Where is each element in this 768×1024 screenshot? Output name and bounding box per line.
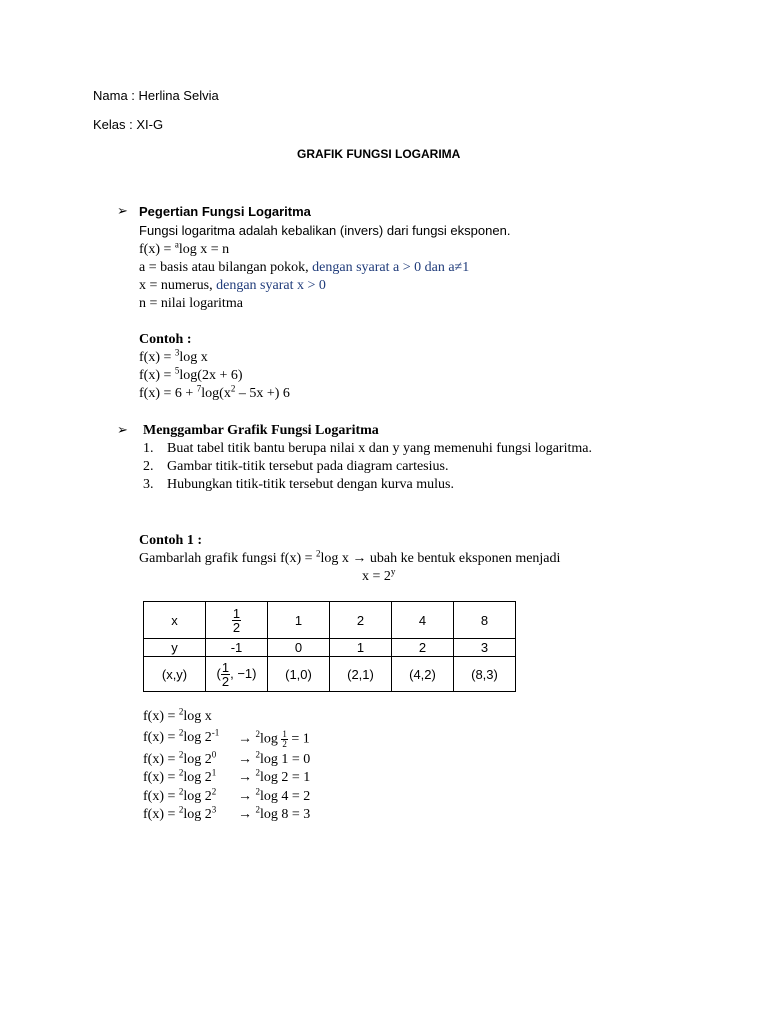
- arrow-right-icon: →: [238, 752, 252, 767]
- table-cell: -1: [206, 639, 268, 657]
- example-line-2: f(x) = $^5$log(2x + 6): [139, 365, 243, 383]
- page-title: GRAFIK FUNGSI LOGARIMA: [297, 147, 461, 161]
- student-class: Kelas : XI-G: [93, 117, 164, 132]
- table-cell: (4,2): [392, 657, 454, 692]
- calc-line: f(x) = $^2$log $2^1$ → $^2$log 2 = 1: [143, 767, 311, 785]
- points-table: [143, 601, 516, 692]
- calc-line: f(x) = $^2$log x: [143, 706, 212, 724]
- table-cell: y: [144, 639, 206, 657]
- arrow-right-icon: →: [238, 789, 252, 804]
- table-row-x: [144, 602, 516, 639]
- numerus-definition: x = numerus, dengan syarat x > 0: [139, 278, 326, 293]
- table-cell: 1: [268, 602, 330, 639]
- example-line-3: $f(x) = 6 + ^7\log(x^2 - 5x$ +) 6: [139, 383, 290, 401]
- student-name: Nama : Herlina Selvia: [93, 88, 219, 103]
- table-cell: 8: [454, 602, 516, 639]
- definition-text: Fungsi logaritma adalah kebalikan (invers) dari fungsi eksponen.: [139, 223, 511, 238]
- exponent-form: $x = 2^y$: [362, 566, 396, 584]
- step-item: 2. Gambar titik-titik tersebut pada diagram cartesius.: [143, 459, 449, 474]
- table-row-xy: [144, 657, 516, 692]
- section-heading-definition: Pegertian Fungsi Logaritma: [139, 204, 311, 219]
- table-cell: 4: [392, 602, 454, 639]
- arrow-bullet-icon: ➢: [117, 423, 128, 438]
- table-cell: [206, 602, 268, 639]
- result-definition: n = nilai logaritma: [139, 296, 243, 311]
- example-label: Contoh :: [139, 332, 192, 347]
- step-item: 1. Buat tabel titik bantu berupa nilai x dan y yang memenuhi fungsi logaritma.: [143, 441, 592, 456]
- table-cell: 2: [392, 639, 454, 657]
- table-cell: 2: [330, 602, 392, 639]
- calc-line: f(x) = $^2$log $2^2$ → $^2$log 4 = 2: [143, 786, 311, 804]
- fraction-half: $\frac{1}{2}$: [282, 729, 287, 749]
- calc-line: f(x) = $^2$log $2^0$ → $^2$log 1 = 0: [143, 749, 311, 767]
- numerus-condition: dengan syarat x > 0: [212, 278, 326, 293]
- step-item: 3. Hubungkan titik-titik tersebut dengan kurva mulus.: [143, 477, 454, 492]
- table-cell: 3: [454, 639, 516, 657]
- arrow-right-icon: →: [238, 807, 252, 822]
- table-row-y: [144, 639, 516, 657]
- table-cell: 0: [268, 639, 330, 657]
- arrow-bullet-icon: ➢: [117, 204, 128, 219]
- table-cell: (8,3): [454, 657, 516, 692]
- arrow-right-icon: →: [238, 731, 252, 747]
- fraction-half: $\frac{1}{2}$: [232, 605, 241, 635]
- section-heading-drawing: Menggambar Grafik Fungsi Logaritma: [143, 423, 379, 438]
- example-line-1: f(x) = $^3$log x: [139, 347, 208, 365]
- table-cell: (x,y): [144, 657, 206, 692]
- table-cell: x: [144, 602, 206, 639]
- calc-line: f(x) = $^2$log $2^3$ → $^2$log 8 = 3: [143, 804, 311, 822]
- calc-line: f(x) = $^2$log $2^{-1}$ → $^2$log $\frac{1}{2}$ = 1: [143, 727, 310, 749]
- example1-instruction: Gambarlah grafik fungsi f(x) = $^2$log x → ubah ke bentuk eksponen menjadi: [139, 548, 561, 566]
- example1-label: Contoh 1 :: [139, 533, 203, 548]
- table-cell: ( $\frac{1}{2}$ , −1): [206, 657, 268, 692]
- base-definition: a = basis atau bilangan pokok, dengan syarat a > 0 dan a≠1: [139, 260, 470, 275]
- arrow-right-icon: →: [238, 770, 252, 785]
- table-cell: 1: [330, 639, 392, 657]
- fraction-half: $\frac{1}{2}$: [221, 659, 230, 689]
- base-condition: dengan syarat a > 0 dan a≠1: [308, 260, 470, 275]
- log-formula: f(x) = $^a$log x = n: [139, 239, 230, 257]
- table-cell: (1,0): [268, 657, 330, 692]
- table-cell: (2,1): [330, 657, 392, 692]
